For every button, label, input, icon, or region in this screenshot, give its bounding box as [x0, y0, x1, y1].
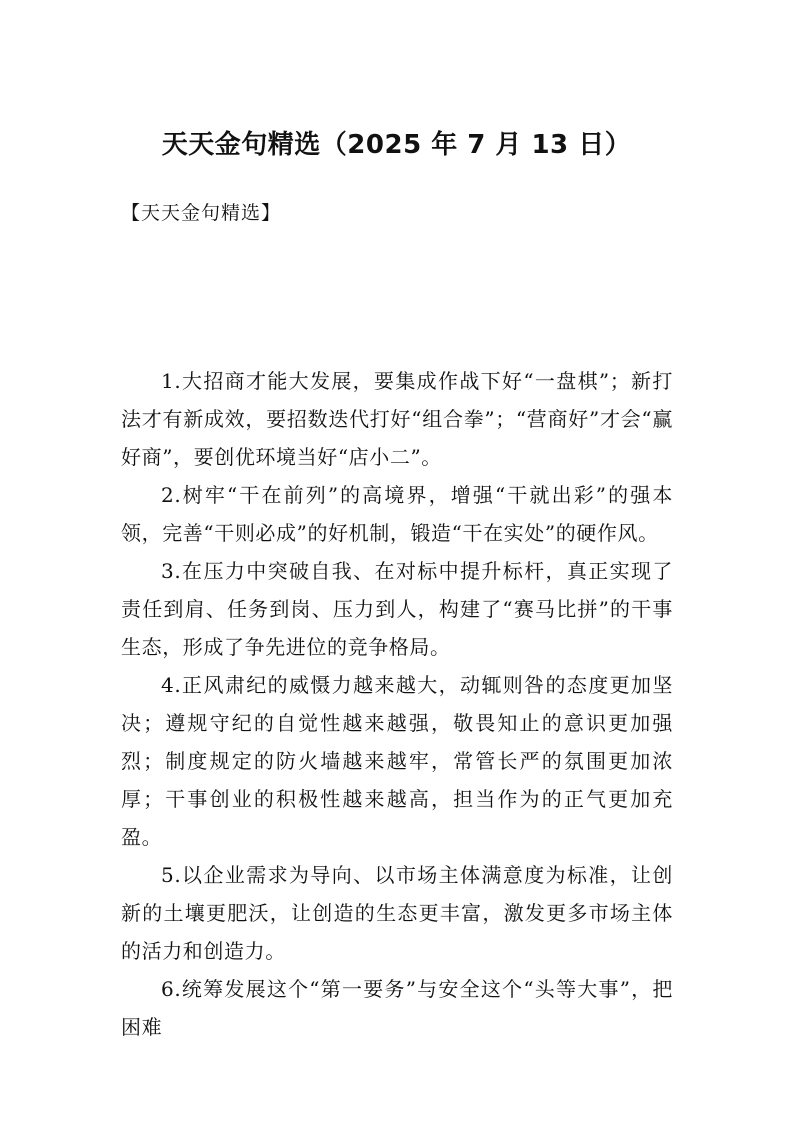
document-body: [121, 362, 673, 1046]
paragraph-2: 2.树牢“干在前列”的高境界，增强“干就出彩”的强本领，完善“干则必成”的好机制，锻造“干在实处”的硬作风。: [121, 483, 673, 545]
paragraph-1: 1.大招商才能大发展，要集成作战下好“一盘棋”；新打法才有新成效，要招数迭代打好“组合拳”；“营商好”才会“赢好商”，要创优环境当好“店小二”。: [121, 369, 673, 469]
section-label: 【天天金句精选】: [121, 202, 282, 224]
document-title: 天天金句精选（2025 年 7 月 13 日）: [161, 130, 632, 160]
paragraph-4: 4.正风肃纪的威慑力越来越大，动辄则咎的态度更加坚决；遵规守纪的自觉性越来越强，敬畏知止的意识更加强烈；制度规定的防火墙越来越牢，常管长严的氛围更加浓厚；干事创业的积极性越来越高，担当作为的正气更加充盈。: [121, 673, 673, 849]
paragraph-3: 3.在压力中突破自我、在对标中提升标杆，真正实现了责任到肩、任务到岗、压力到人，构建了“赛马比拼”的干事生态，形成了争先进位的竞争格局。: [121, 559, 673, 659]
paragraph-5: 5.以企业需求为导向、以市场主体满意度为标准，让创新的土壤更肥沃，让创造的生态更丰富，激发更多市场主体的活力和创造力。: [121, 863, 673, 963]
paragraph-6: 6.统筹发展这个“第一要务”与安全这个“头等大事”，把困难: [121, 977, 673, 1039]
